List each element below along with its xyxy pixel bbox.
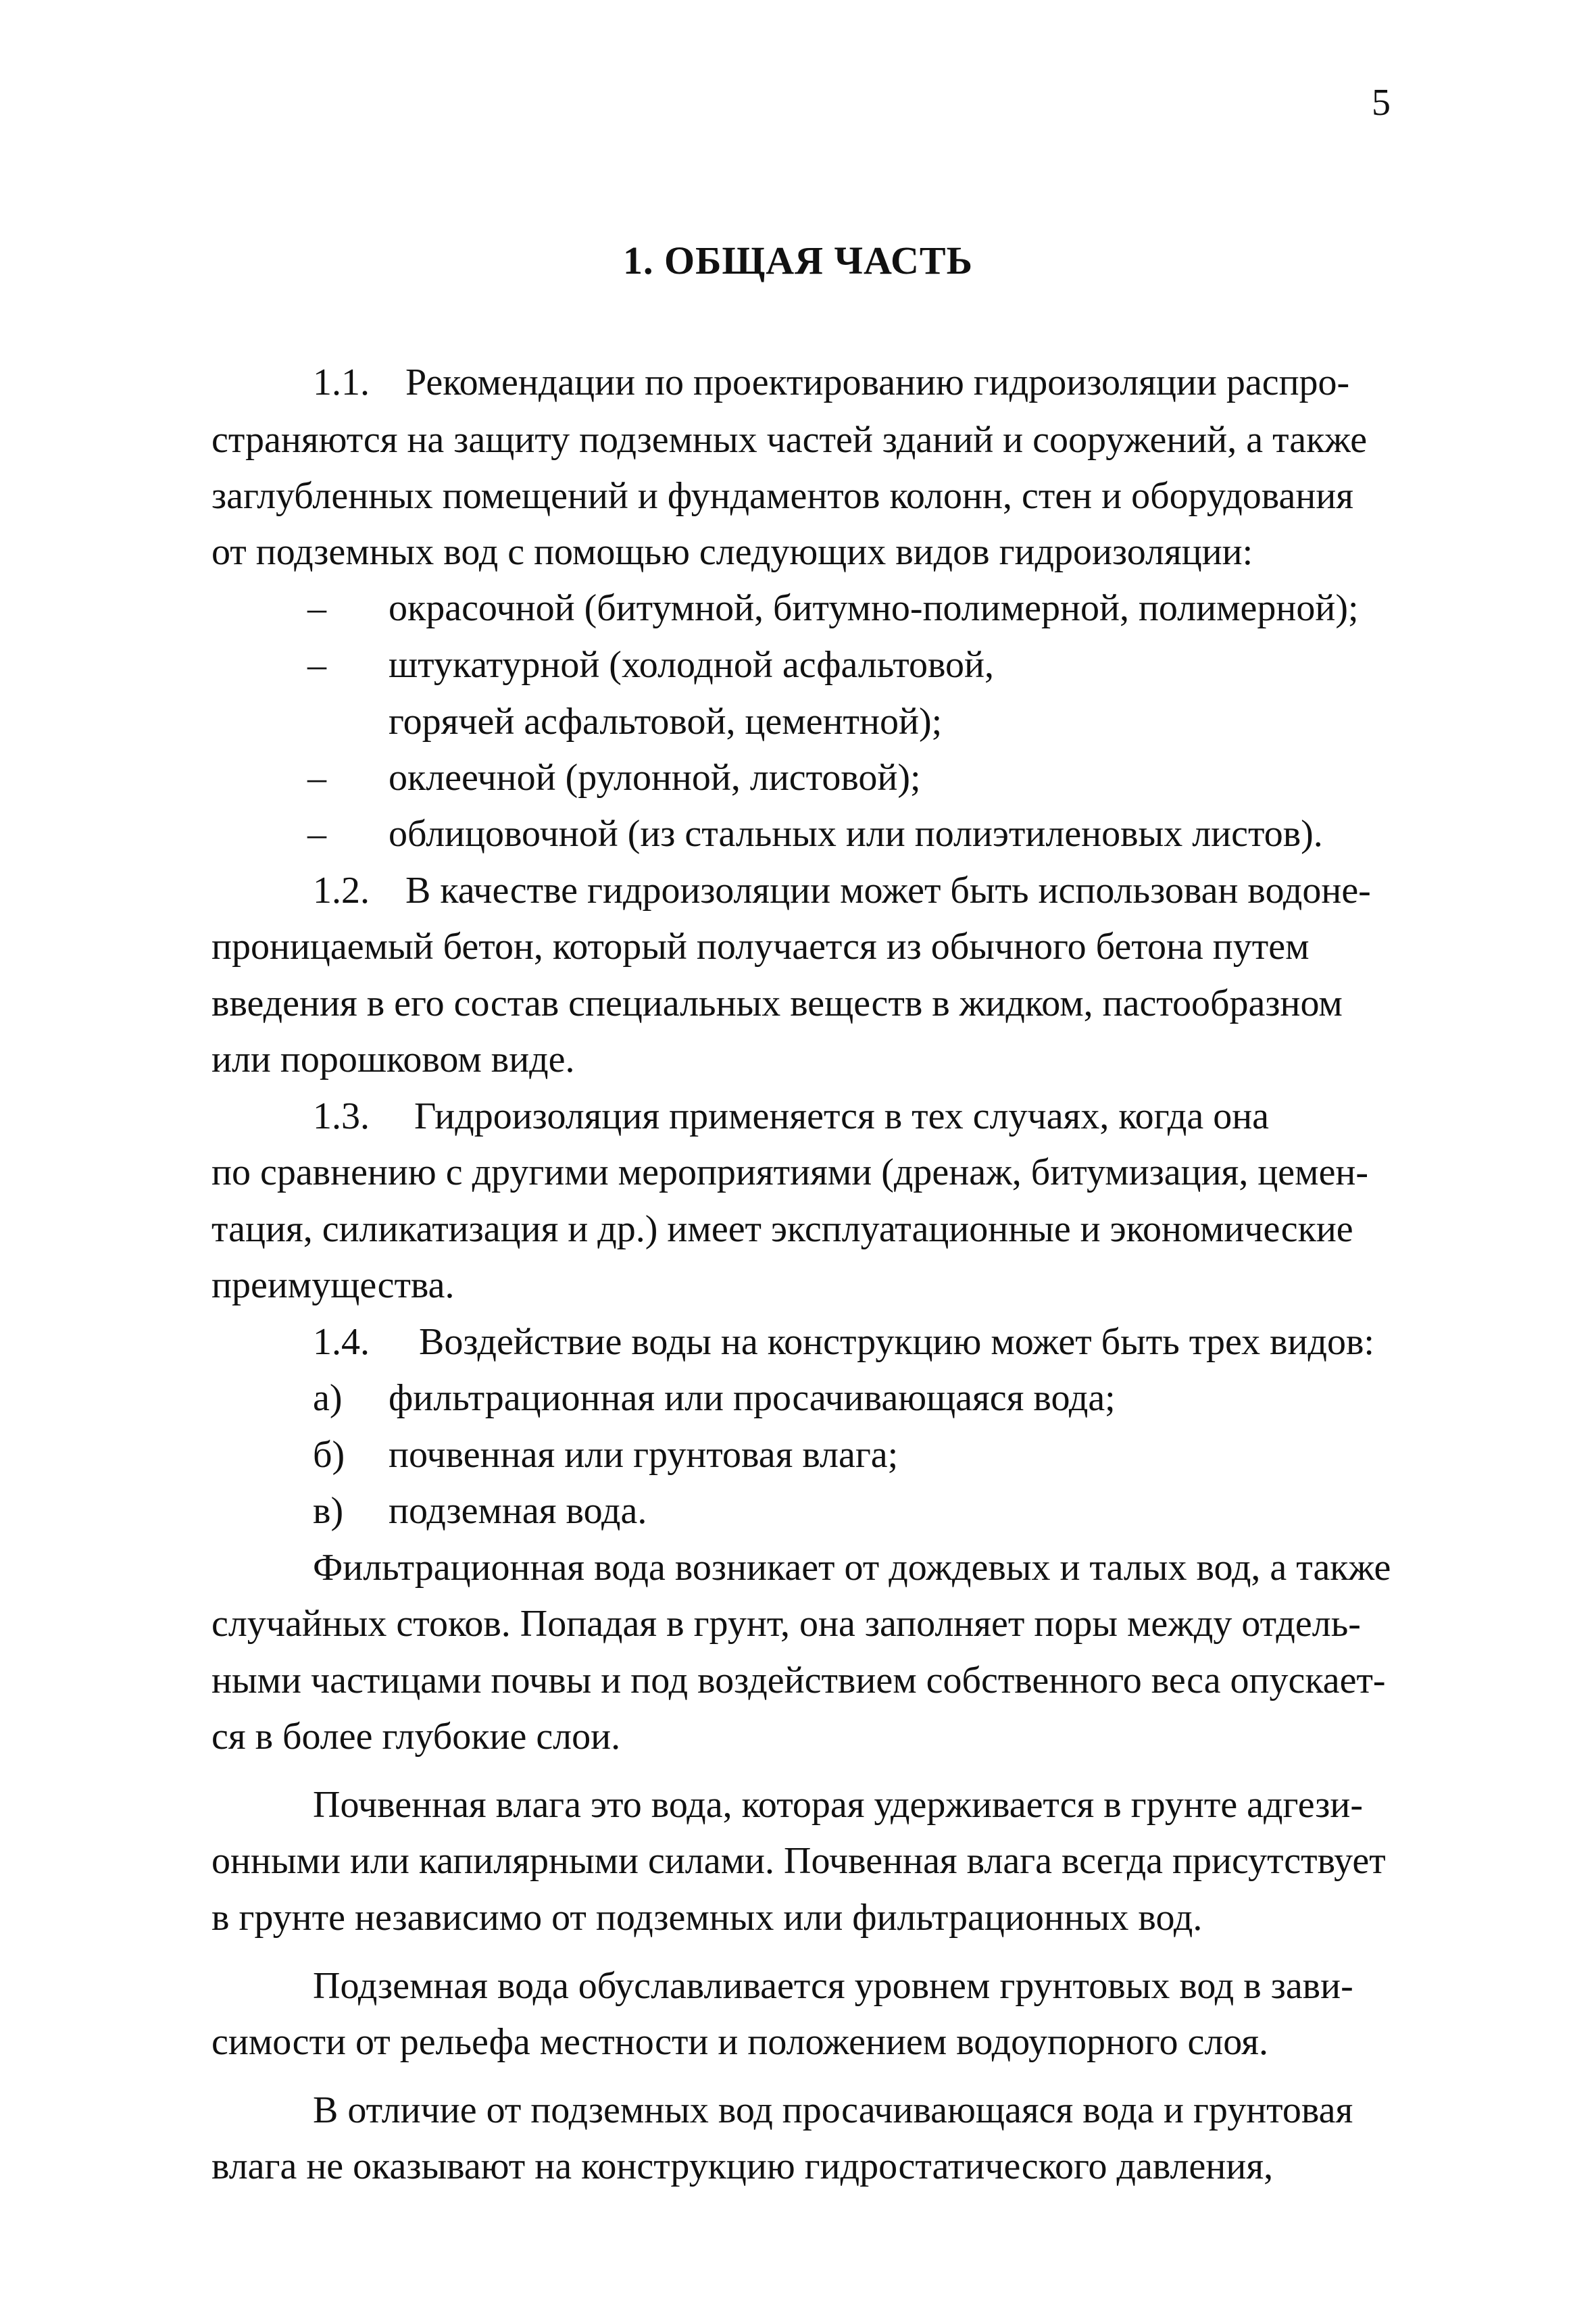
paragraph-line: ся в более глубокие слои. (211, 1716, 621, 1758)
section-title: 1. ОБЩАЯ ЧАСТЬ (623, 239, 973, 282)
paragraph-line: случайных стоков. Попадая в грунт, она заполняет поры между отдель- (211, 1603, 1361, 1645)
paragraph-number: 1.4. (313, 1321, 370, 1363)
paragraph-number: 1.3. (313, 1095, 370, 1137)
paragraph-line: от подземных вод с помощью следующих видов гидроизоляции: (211, 531, 1253, 573)
paragraph-line: онными или капилярными силами. Почвенная влага всегда присутствует (211, 1840, 1386, 1882)
paragraph-line: тация, силикатизация и др.) имеет эксплуатационные и экономические (211, 1208, 1353, 1250)
paragraph-line: Рекомендации по проектированию гидроизоляции распро- (405, 362, 1350, 403)
list-item-continuation: горячей асфальтовой, цементной); (389, 701, 943, 743)
list-dash: – (307, 587, 326, 629)
list-dash: – (307, 757, 326, 799)
paragraph-line: Почвенная влага это вода, которая удерживается в грунте адгези- (313, 1784, 1364, 1826)
list-item: штукатурной (холодной асфальтовой, (389, 644, 994, 686)
list-item: окрасочной (битумной, битумно-полимерной, полимерной); (389, 587, 1359, 629)
list-marker: в) (313, 1490, 344, 1532)
paragraph-line: Подземная вода обуславливается уровнем грунтовых вод в зави- (313, 1965, 1353, 2007)
paragraph-line: В качестве гидроизоляции может быть использован водоне- (405, 870, 1371, 912)
paragraph-number: 1.2. (313, 870, 370, 912)
paragraph-line: в грунте независимо от подземных или фильтрационных вод. (211, 1897, 1203, 1939)
paragraph-line: преимущества. (211, 1264, 455, 1306)
list-dash: – (307, 644, 326, 686)
list-item: почвенная или грунтовая влага; (389, 1434, 899, 1476)
list-item: облицовочной (из стальных или полиэтиленовых листов). (389, 813, 1323, 855)
list-item: оклеечной (рулонной, листовой); (389, 757, 921, 799)
paragraph-line: влага не оказывают на конструкцию гидростатического давления, (211, 2145, 1274, 2187)
list-marker: б) (313, 1434, 345, 1476)
list-item: подземная вода. (389, 1490, 647, 1532)
paragraph-line: введения в его состав специальных веществ в жидком, пастообразном (211, 982, 1343, 1024)
paragraph-line: Фильтрационная вода возникает от дождевых и талых вод, а также (313, 1547, 1391, 1589)
paragraph-line: по сравнению с другими мероприятиями (дренаж, битумизация, цемен- (211, 1151, 1369, 1193)
paragraph-line: Гидроизоляция применяется в тех случаях, когда она (414, 1095, 1270, 1137)
paragraph-line: страняются на защиту подземных частей зданий и сооружений, а также (211, 419, 1368, 461)
paragraph-number: 1.1. (313, 362, 370, 403)
paragraph-line: или порошковом виде. (211, 1039, 575, 1080)
list-item: фильтрационная или просачивающаяся вода; (389, 1377, 1116, 1419)
list-dash: – (307, 813, 326, 855)
paragraph-line: проницаемый бетон, который получается из обычного бетона путем (211, 926, 1310, 968)
paragraph-line: ными частицами почвы и под воздействием собственного веса опускает- (211, 1660, 1386, 1701)
paragraph-line: В отличие от подземных вод просачивающаяся вода и грунтовая (313, 2089, 1353, 2131)
page-number: 5 (1372, 82, 1391, 124)
paragraph-line: заглубленных помещений и фундаментов колонн, стен и оборудования (211, 475, 1354, 517)
list-marker: а) (313, 1377, 343, 1419)
paragraph-line: Воздействие воды на конструкцию может быть трех видов: (419, 1321, 1374, 1363)
paragraph-line: симости от рельефа местности и положением водоупорного слоя. (211, 2021, 1268, 2063)
